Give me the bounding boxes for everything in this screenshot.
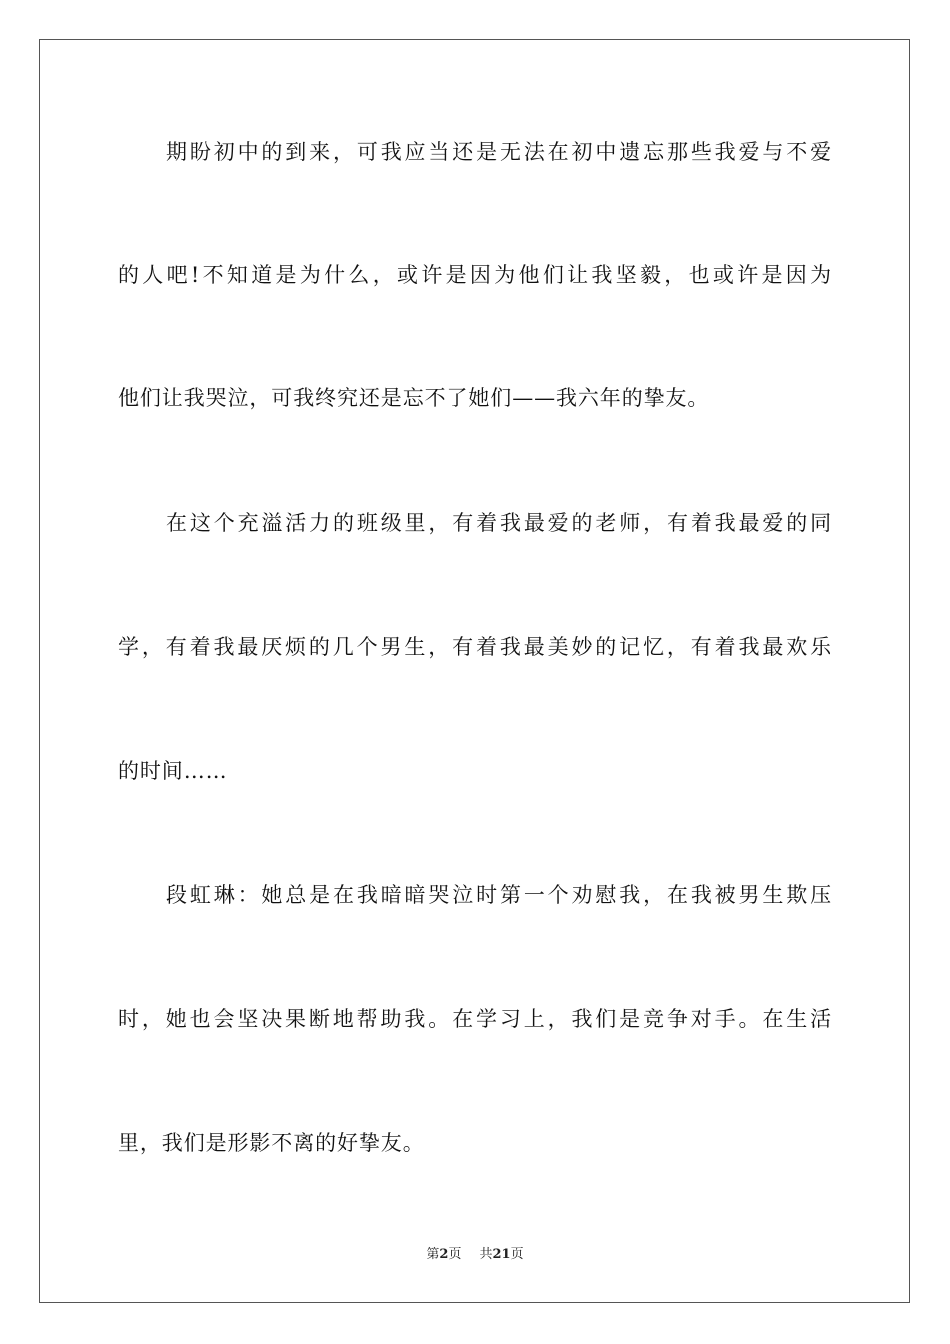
paragraph-1-line-1: 期盼初中的到来，可我应当还是无法在初中遗忘那些我爱与不爱	[166, 140, 832, 164]
paragraph-2-line-2: 学，有着我最厌烦的几个男生，有着我最美妙的记忆，有着我最欢乐	[118, 635, 832, 659]
paragraph-3-line-1: 段虹琳：她总是在我暗暗哭泣时第一个劝慰我，在我被男生欺压	[166, 883, 832, 907]
total-prefix: 共	[479, 1247, 493, 1262]
paragraph-1-line-2: 的人吧!不知道是为什么，或许是因为他们让我坚毅，也或许是因为	[118, 263, 832, 287]
paragraph-2-line-3: 的时间……	[118, 759, 228, 783]
page-frame	[39, 39, 910, 1303]
paragraph-3-line-3: 里，我们是形影不离的好挚友。	[118, 1131, 425, 1155]
paragraph-2-line-1: 在这个充溢活力的班级里，有着我最爱的老师，有着我最爱的同	[166, 511, 832, 535]
paragraph-3-line-2: 时，她也会坚决果断地帮助我。在学习上，我们是竞争对手。在生活	[118, 1007, 832, 1031]
page-number: 2	[439, 1247, 449, 1262]
paragraph-1-line-3: 他们让我哭泣，可我终究还是忘不了她们——我六年的挚友。	[118, 386, 710, 410]
total-pages: 21	[492, 1247, 511, 1262]
page-prefix: 第	[426, 1247, 440, 1262]
page-footer	[0, 1243, 950, 1262]
page-suffix: 页	[448, 1247, 462, 1262]
total-suffix: 页	[510, 1247, 524, 1262]
